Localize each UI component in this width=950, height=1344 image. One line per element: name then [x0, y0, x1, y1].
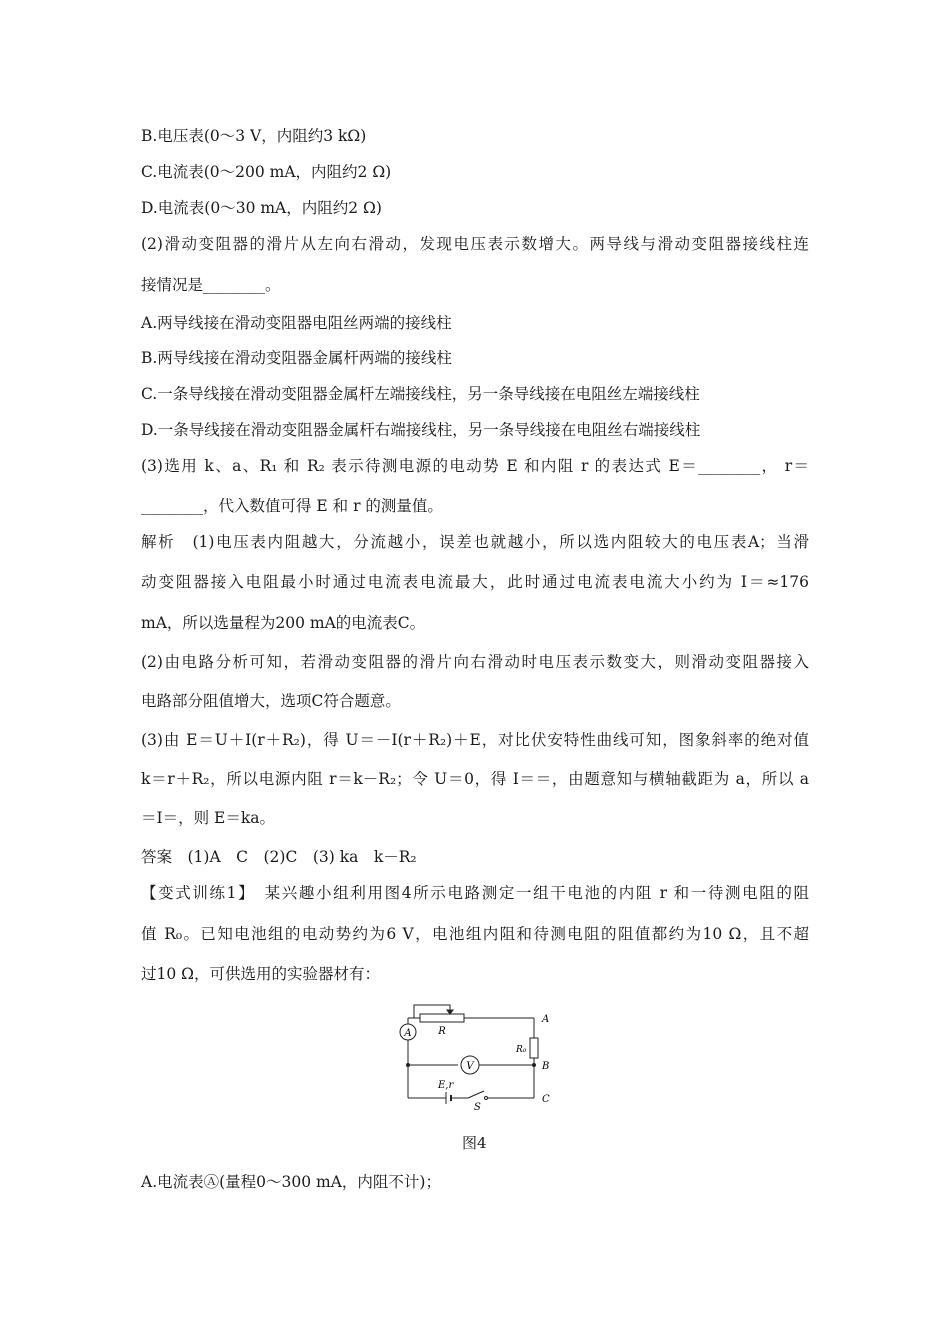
text-line: 答案 (1)A C (2)C (3) ka k－R₂	[141, 848, 417, 866]
text-line: C.电流表(0～200 mA，内阻约2 Ω)	[141, 163, 392, 181]
text-line: 接情况是________。	[141, 276, 281, 294]
text-line: (3)由 E＝U＋I(r＋R₂)，得 U＝－I(r＋R₂)＋E，对比伏安特性曲线可知，图象斜率的绝对值	[141, 731, 809, 749]
junction-dot-left	[406, 1063, 410, 1067]
text-line: C.一条导线接在滑动变阻器金属杆左端接线柱，另一条导线接在电阻丝左端接线柱	[141, 385, 700, 403]
resistor-body	[530, 1038, 538, 1058]
text-line: B.电压表(0～3 V，内阻约3 kΩ)	[141, 127, 367, 145]
battery-label: E,r	[438, 1080, 454, 1091]
rheostat-body	[420, 1014, 464, 1022]
text-line: ＝I＝，则 E＝ka。	[141, 809, 275, 827]
text-line: (3)选用 k、a、R₁ 和 R₂ 表示待测电源的电动势 E 和内阻 r 的表达式 E＝________， r＝	[141, 457, 809, 475]
node-c-label: C	[542, 1094, 550, 1105]
text-line: (2)由电路分析可知，若滑动变阻器的滑片向右滑动时电压表示数变大，则滑动变阻器接入	[141, 653, 809, 671]
circuit-svg	[398, 1000, 568, 1110]
resistor-label: R₀	[516, 1045, 527, 1055]
switch-label: S	[474, 1102, 481, 1110]
text-line: 值 R₀。已知电池组的电动势约为6 V，电池组内阻和待测电阻的阻值都约为10 Ω，且不超	[141, 925, 809, 943]
voltmeter-label: V	[466, 1061, 474, 1072]
figure-caption: 图4	[462, 1134, 487, 1152]
junction-dot	[532, 1063, 536, 1067]
switch-blade	[468, 1091, 484, 1098]
text-line: A.电流表Ⓐ(量程0～300 mA，内阻不计)；	[141, 1173, 441, 1191]
text-line: ________，代入数值可得 E 和 r 的测量值。	[141, 497, 443, 515]
text-line: 电路部分阻值增大，选项C符合题意。	[141, 692, 401, 710]
rheostat-slider	[414, 1005, 450, 1018]
text-line: 解析 (1)电压表内阻越大，分流越小，误差也就越小，所以选内阻较大的电压表A；当滑	[141, 533, 809, 551]
text-line: D.一条导线接在滑动变阻器金属杆右端接线柱，另一条导线接在电阻丝右端接线柱	[141, 421, 701, 439]
text-line: 动变阻器接入电阻最小时通过电流表电流最大，此时通过电流表电流大小约为 I＝≈176	[141, 573, 809, 591]
text-line: 过10 Ω，可供选用的实验器材有：	[141, 965, 381, 983]
text-line: k＝r＋R₂，所以电源内阻 r＝k－R₂；令 U＝0，得 I＝＝，由题意知与横轴截距为 a，所以 a	[141, 770, 809, 788]
slider-arrow	[447, 1010, 453, 1014]
text-line: D.电流表(0～30 mA，内阻约2 Ω)	[141, 199, 382, 217]
node-a-label: A	[542, 1014, 550, 1025]
switch-contact	[485, 1097, 488, 1100]
text-line: (2)滑动变阻器的滑片从左向右滑动，发现电压表示数增大。两导线与滑动变阻器接线柱连	[141, 235, 809, 253]
text-line: A.两导线接在滑动变阻器电阻丝两端的接线柱	[141, 314, 452, 332]
text-line: B.两导线接在滑动变阻器金属杆两端的接线柱	[141, 349, 452, 367]
text-line: mA，所以选量程为200 mA的电流表C。	[141, 614, 426, 632]
ammeter-label: A	[404, 1028, 412, 1039]
node-b-label: B	[542, 1061, 550, 1072]
circuit-diagram	[398, 1000, 568, 1114]
text-line: 【变式训练1】 某兴趣小组利用图4所示电路测定一组干电池的内阻 r 和一待测电阻的阻	[141, 884, 809, 902]
rheostat-label: R	[438, 1026, 446, 1037]
